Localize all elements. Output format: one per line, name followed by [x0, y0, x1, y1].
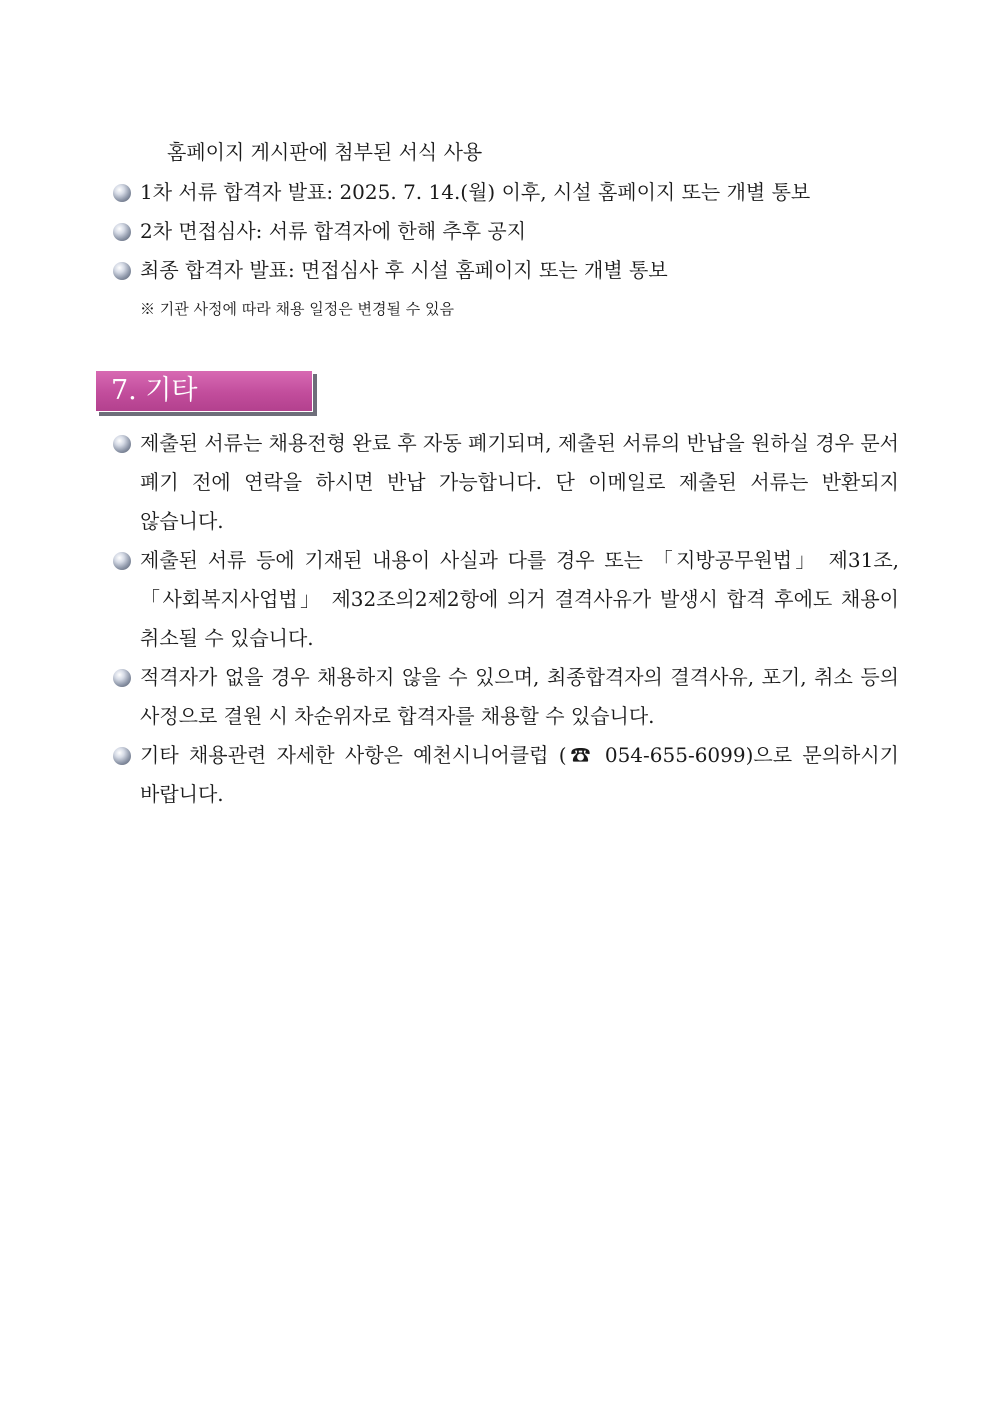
etc-item-inquiry	[113, 736, 899, 814]
etc-item-no-qualified	[113, 658, 899, 736]
schedule-item-text: 최종 합격자 발표: 면접심사 후 시설 홈페이지 또는 개별 통보	[140, 258, 668, 282]
bullet-icon	[113, 435, 131, 453]
etc-item-disqualification	[113, 541, 899, 658]
section-header-etc	[95, 370, 317, 416]
etc-item-text: 기타 채용관련 자세한 사항은 예천시니어클럽 (☎ 054-655-6099)으로 문의하시기 바랍니다.	[140, 743, 899, 806]
etc-item-text: 적격자가 없을 경우 채용하지 않을 수 있으며, 최종합격자의 결격사유, 포기, 취소 등의 사정으로 결원 시 차순위자로 합격자를 채용할 수 있습니다.	[140, 665, 899, 728]
bullet-icon	[113, 262, 131, 280]
bullet-icon	[113, 184, 131, 202]
schedule-note: ※ 기관 사정에 따라 채용 일정은 변경될 수 있음	[140, 300, 454, 318]
section-title: 7. 기타	[111, 375, 198, 406]
form-usage-line: 홈페이지 게시판에 첨부된 서식 사용	[167, 140, 483, 164]
schedule-item-text: 2차 면접심사: 서류 합격자에 한해 추후 공지	[140, 219, 527, 243]
schedule-item-text: 1차 서류 합격자 발표: 2025. 7. 14.(월) 이후, 시설 홈페이지 또는 개별 통보	[140, 180, 811, 204]
bullet-icon	[113, 747, 131, 765]
bullet-icon	[113, 223, 131, 241]
etc-item-text: 제출된 서류 등에 기재된 내용이 사실과 다를 경우 또는 「지방공무원법」 제31조, 「사회복지사업법」 제32조의2제2항에 의거 결격사유가 발생시 합격 후에도 채용이 취소될 수 있습니다.	[140, 548, 899, 650]
etc-item-text: 제출된 서류는 채용전형 완료 후 자동 폐기되며, 제출된 서류의 반납을 원하실 경우 문서 폐기 전에 연락을 하시면 반납 가능합니다. 단 이메일로 제출된 서류는 반환되지 않습니다.	[140, 431, 899, 533]
etc-item-document-disposal	[113, 424, 899, 541]
bullet-icon	[113, 552, 131, 570]
bullet-icon	[113, 669, 131, 687]
